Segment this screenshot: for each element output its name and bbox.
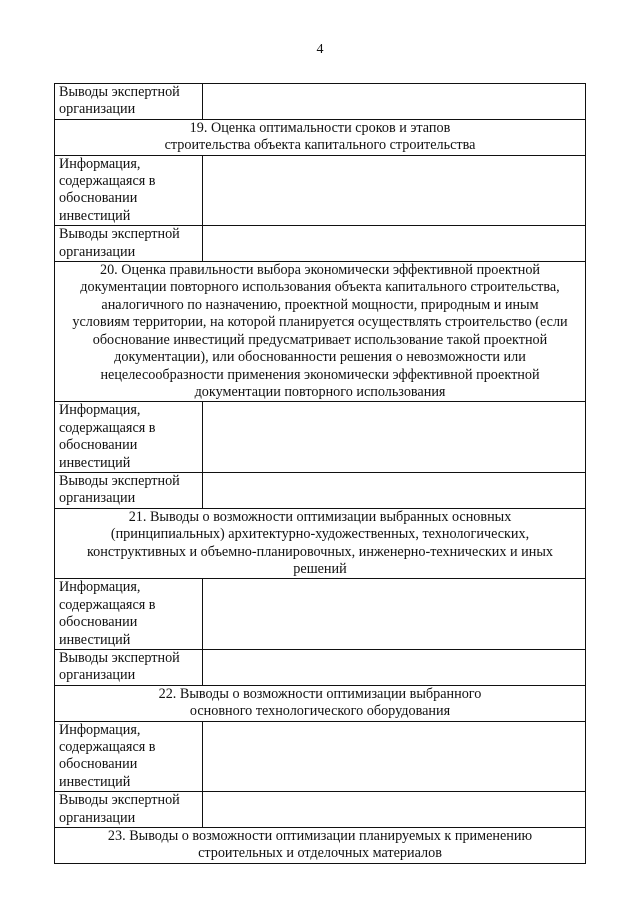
row-value-cell[interactable]	[203, 155, 586, 226]
section-heading-row	[55, 508, 586, 579]
row-label-cell	[55, 579, 203, 650]
row-label: Выводы экспертной организации	[59, 472, 180, 507]
table-row	[55, 721, 586, 792]
row-label-cell	[55, 155, 203, 226]
section-heading	[55, 262, 586, 402]
section-title: 23. Выводы о возможности оптимизации планируемых к применению строительных и отделочных материалов	[107, 828, 533, 862]
section-heading-row	[55, 828, 586, 864]
row-label: Выводы экспертной организации	[59, 84, 180, 118]
table-row	[55, 579, 586, 650]
table-body	[55, 84, 586, 864]
section-heading	[55, 685, 586, 721]
row-value-cell[interactable]	[203, 792, 586, 828]
table-row	[55, 650, 586, 686]
row-label-cell	[55, 402, 203, 473]
table-row	[55, 472, 586, 508]
table-row	[55, 155, 586, 226]
row-value-cell[interactable]	[203, 226, 586, 262]
section-heading	[55, 828, 586, 864]
section-title: 21. Выводы о возможности оптимизации выбранных основных (принципиальных) архитектурно-художественных, технологических, конструктивных и объемно-планировочных, инженерно-технических и иных решений	[87, 508, 553, 577]
row-value-cell[interactable]	[203, 721, 586, 792]
row-value-cell[interactable]	[203, 402, 586, 473]
row-value-cell[interactable]	[203, 472, 586, 508]
section-title: 19. Оценка оптимальности сроков и этапов строительства объекта капитального строительства	[164, 119, 476, 154]
row-value-cell[interactable]	[203, 84, 586, 120]
section-heading-row	[55, 685, 586, 721]
row-label: Информация, содержащаяся в обосновании инвестиций	[59, 155, 156, 224]
expert-conclusion-table	[54, 83, 586, 864]
row-label: Выводы экспертной организации	[59, 226, 180, 260]
section-heading	[55, 119, 586, 155]
table-row	[55, 226, 586, 262]
row-label: Информация, содержащаяся в обосновании инвестиций	[59, 579, 156, 648]
row-value-cell[interactable]	[203, 579, 586, 650]
page-number: 4	[316, 42, 324, 57]
row-label-cell	[55, 226, 203, 262]
section-title: 20. Оценка правильности выбора экономически эффективной проектной документации повторного использования объекта капитального строительства, аналогичного по назначению, проектной мощности, природным и иным условиям территории, на которой планируется осуществлять строительство (если обоснование инвестиций предусматривает использование такой проектной документации), или обоснованности решения о невозможности или нецелесообразности применения экономически эффективной проектной документации повторного использования	[72, 262, 568, 400]
row-label-cell	[55, 84, 203, 120]
row-label-cell	[55, 721, 203, 792]
section-title: 22. Выводы о возможности оптимизации выбранного основного технологического оборудования	[158, 685, 482, 720]
row-label-cell	[55, 650, 203, 686]
table-row	[55, 84, 586, 120]
row-label: Выводы экспертной организации	[59, 650, 180, 684]
row-label: Информация, содержащаяся в обосновании инвестиций	[59, 721, 156, 790]
table-row	[55, 402, 586, 473]
row-label-cell	[55, 472, 203, 508]
row-value-cell[interactable]	[203, 650, 586, 686]
table-row	[55, 792, 586, 828]
section-heading-row	[55, 119, 586, 155]
row-label-cell	[55, 792, 203, 828]
row-label: Выводы экспертной организации	[59, 792, 180, 826]
section-heading	[55, 508, 586, 579]
section-heading-row	[55, 262, 586, 402]
row-label: Информация, содержащаяся в обосновании инвестиций	[59, 402, 156, 471]
